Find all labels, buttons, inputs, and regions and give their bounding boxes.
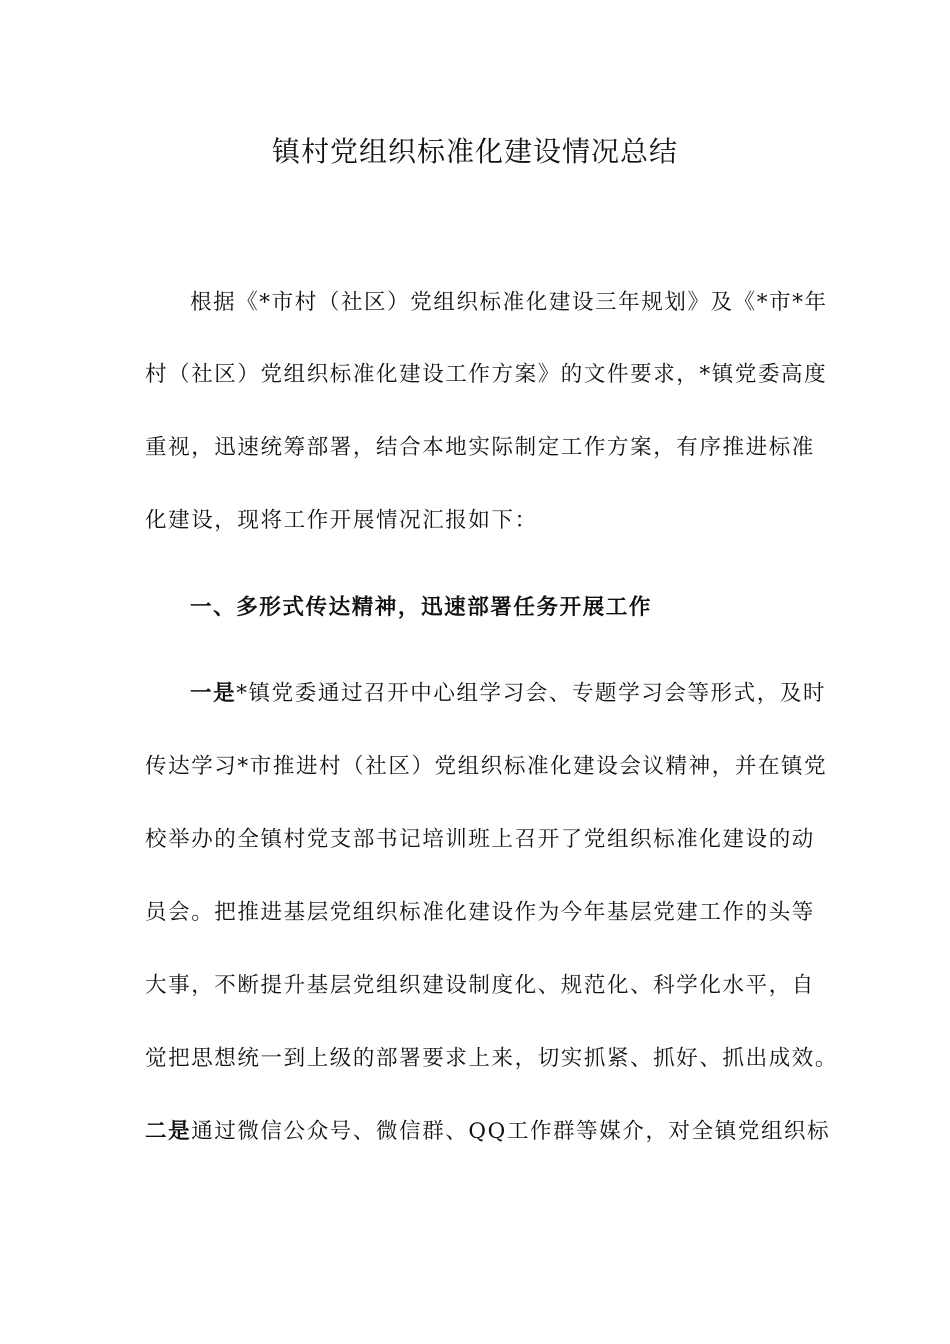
point-2-first-line — [145, 1114, 831, 1150]
point-2-label: 二是 — [145, 1119, 192, 1144]
intro-line-1: 根据《*市村（社区）党组织标准化建设三年规划》及《*市*年 — [190, 290, 828, 315]
intro-line-3: 重视，迅速统筹部署，结合本地实际制定工作方案，有序推进标准 — [145, 435, 815, 460]
point-2-first-text: 通过微信公众号、微信群、QQ工作群等媒介，对全镇党组织标 — [191, 1119, 831, 1144]
document-title: 镇村党组织标准化建设情况总结 — [271, 135, 678, 168]
point-1-label: 一是 — [190, 681, 237, 706]
section-1-heading: 一、多形式传达精神，迅速部署任务开展工作 — [190, 595, 653, 620]
point-1-first-line — [190, 676, 827, 712]
point-1-line-5: 大事，不断提升基层党组织建设制度化、规范化、科学化水平，自 — [145, 973, 815, 998]
point-1-line-6: 觉把思想统一到上级的部署要求上来，切实抓紧、抓好、抓出成效。 — [145, 1046, 839, 1071]
point-1-first-text: *镇党委通过召开中心组学习会、专题学习会等形式，及时 — [236, 681, 827, 706]
point-1-line-4: 员会。把推进基层党组织标准化建设作为今年基层党建工作的头等 — [145, 900, 815, 925]
point-1-line-2: 传达学习*市推进村（社区）党组织标准化建设会议精神，并在镇党 — [145, 754, 828, 779]
intro-line-4: 化建设，现将工作开展情况汇报如下： — [145, 508, 538, 533]
intro-line-2: 村（社区）党组织标准化建设工作方案》的文件要求，*镇党委高度 — [145, 362, 828, 387]
point-1-line-3: 校举办的全镇村党支部书记培训班上召开了党组织标准化建设的动 — [145, 827, 815, 852]
